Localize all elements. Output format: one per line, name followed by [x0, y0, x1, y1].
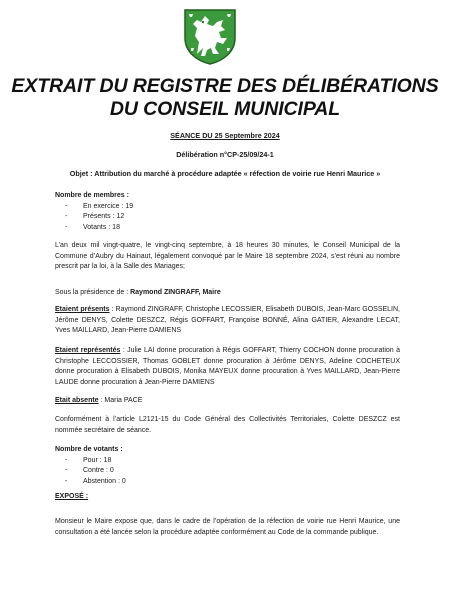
- presidence-line: [55, 288, 400, 299]
- document-title-line-1: EXTRAIT DU REGISTRE DES DÉLIBÉRATIONS: [11, 75, 439, 97]
- absente-line: [55, 396, 400, 407]
- intro-paragraph: L’an deux mil vingt-quatre, le vingt-cinq septembre, à 18 heures 30 minutes, le Conseil Municipal de la Commune d’Aubry du Hainaut, légalement convoqué par le Maire 18 septembre 2024, s’est réuni au nombre prescrit par la loi, à la Salle des Mariages;: [55, 242, 400, 271]
- expose-heading: EXPOSÉ :: [55, 493, 89, 500]
- membres-section: [55, 191, 400, 233]
- municipal-crest-icon: [183, 8, 237, 66]
- president-name: Raymond ZINGRAFF, Maire: [130, 289, 221, 296]
- presents-label: Etaient présents: [55, 306, 110, 313]
- presents-text: : Raymond ZINGRAFF, Christophe LECOSSIER, Elisabeth DUBOIS, Jean-Marc GOSSELIN, Jérôme DENYS, Colette DESZCZ, Régis GOFFART, Françoise BONNÉ, Alina GATIER, Alexandre LECAT, Yves MAILLARD, Jean-Pierre DAMIENS: [55, 306, 400, 335]
- expose-paragraph: Monsieur le Maire expose que, dans le cadre de l’opération de la réfection de voirie rue Henri Maurice, une consultation a été lancée selon la procédure adaptée conformément au Code de la commande publique.: [55, 518, 400, 536]
- deliberation-number: Délibération n°CP-25/09/24-1: [176, 150, 274, 159]
- votants-list: [55, 456, 400, 488]
- votants-heading: Nombre de votants :: [55, 446, 123, 453]
- presents-paragraph: [55, 305, 400, 337]
- list-item: - Pour : 18: [55, 456, 400, 467]
- presidence-label: Sous la présidence de :: [55, 289, 131, 296]
- membres-list: [55, 202, 400, 234]
- secretaire-paragraph: Conformément à l’article L2121-15 du Code Général des Collectivités Territoriales, Colette DESZCZ est nommée secrétaire de séance.: [55, 416, 400, 434]
- membres-heading: Nombre de membres :: [55, 192, 129, 199]
- list-item: - En exercice : 19: [55, 202, 400, 213]
- document-title-line-2: DU CONSEIL MUNICIPAL: [109, 98, 341, 120]
- seance-date: SÉANCE DU 25 Septembre 2024: [170, 131, 280, 140]
- absente-text: : Maria PACE: [98, 397, 143, 404]
- votants-section: [55, 445, 400, 487]
- deliberation-object: Objet : Attribution du marché à procédure adaptée « réfection de voirie rue Henri Maurice »: [69, 169, 381, 178]
- list-item: - Présents : 12: [55, 212, 400, 223]
- representes-text: : Julie LAI donne procuration à Régis GOFFART, Thierry COCHON donne procuration à Christophe LECCOSSIER, Thomas GOBLET donne procuration à Jérôme DENYS, Adeline COCHETEUX donne procuration à Elisabeth DUBOIS, Monika MAYEUX donne procuration à Yves MAILLARD, Jean-Pierre LAUDE donne procuration à Jean-Pierre DAMIENS: [55, 347, 400, 386]
- representes-paragraph: [55, 346, 400, 388]
- list-item: - Contre : 0: [55, 466, 400, 477]
- list-item: - Votants : 18: [55, 223, 400, 234]
- absente-label: Etait absente: [55, 397, 99, 404]
- list-item: - Abstention : 0: [55, 477, 400, 488]
- representes-label: Etaient représentés: [55, 347, 121, 354]
